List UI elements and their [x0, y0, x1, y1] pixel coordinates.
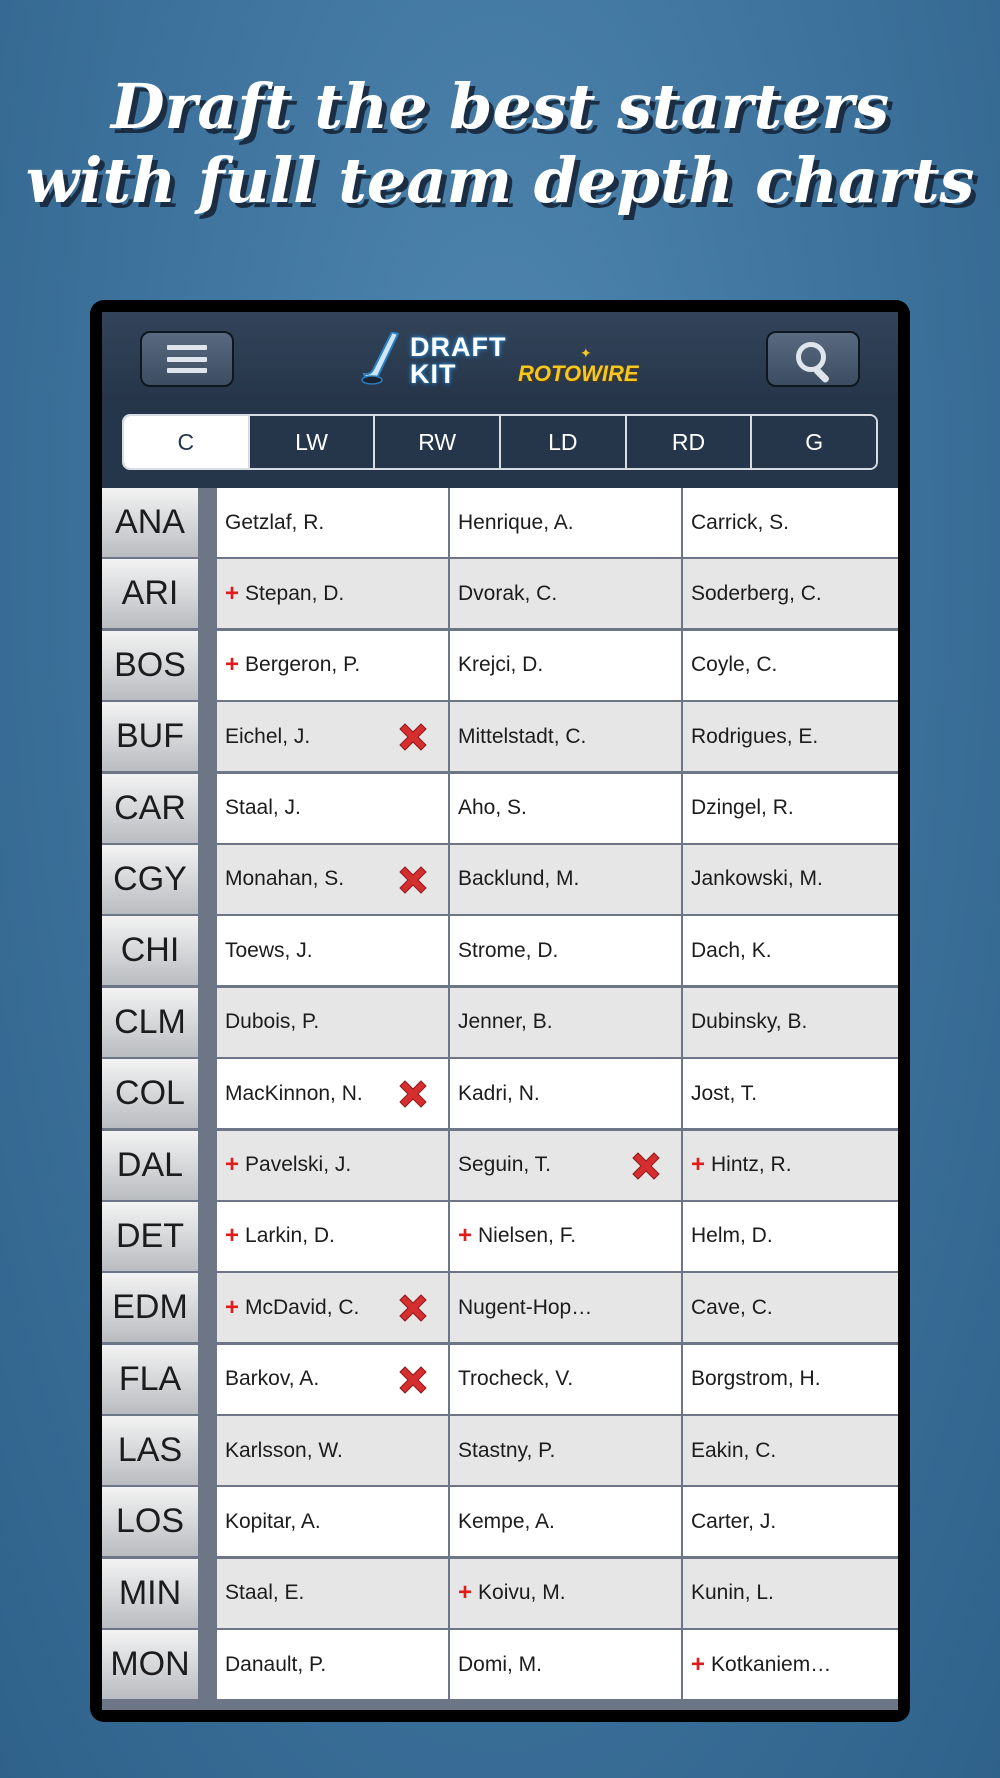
- player-cell[interactable]: [217, 1131, 448, 1200]
- team-abbreviation: ARI: [102, 559, 198, 628]
- player-cell[interactable]: [450, 774, 681, 843]
- player-name: Nielsen, F.: [478, 1224, 577, 1248]
- player-cell[interactable]: [217, 1487, 448, 1556]
- player-name: Larkin, D.: [245, 1224, 335, 1248]
- player-name: Borgstrom, H.: [691, 1367, 821, 1391]
- player-cell[interactable]: [217, 1630, 448, 1699]
- player-name: Kotkaniem…: [711, 1652, 832, 1676]
- player-name: Toews, J.: [225, 938, 313, 962]
- table-row[interactable]: [102, 1202, 898, 1273]
- player-name: Cave, C.: [691, 1295, 773, 1319]
- team-abbreviation: BOS: [102, 631, 198, 700]
- player-cell[interactable]: [683, 488, 898, 557]
- player-name: Helm, D.: [691, 1224, 773, 1248]
- player-cell[interactable]: [683, 1202, 898, 1271]
- player-cell[interactable]: [450, 1559, 681, 1628]
- team-abbreviation: CLM: [102, 988, 198, 1057]
- player-cell[interactable]: [683, 559, 898, 628]
- player-name: Strome, D.: [458, 938, 559, 962]
- player-name: Carrick, S.: [691, 510, 790, 534]
- table-row[interactable]: [102, 1059, 898, 1130]
- app-screen: [102, 312, 898, 1710]
- player-cell[interactable]: [217, 1345, 448, 1414]
- tablet-frame: [90, 300, 910, 1722]
- player-name: Coyle, C.: [691, 653, 778, 677]
- player-name: Jost, T.: [691, 1081, 758, 1105]
- player-cell[interactable]: [450, 988, 681, 1057]
- player-name: Getzlaf, R.: [225, 510, 325, 534]
- magnifier-icon: [793, 339, 833, 379]
- tab-rd[interactable]: RD: [625, 416, 751, 468]
- position-tab-bar: [102, 402, 898, 488]
- player-name: Aho, S.: [458, 796, 527, 820]
- player-cell[interactable]: [450, 559, 681, 628]
- player-name: Krejci, D.: [458, 653, 544, 677]
- player-cell[interactable]: [450, 1273, 681, 1342]
- player-name: Jenner, B.: [458, 1010, 553, 1034]
- red-x-icon[interactable]: [629, 1149, 663, 1183]
- player-name: Jankowski, M.: [691, 867, 823, 891]
- player-name: Hintz, R.: [711, 1153, 792, 1177]
- player-cell[interactable]: [683, 1630, 898, 1699]
- player-name: Dvorak, C.: [458, 581, 558, 605]
- tab-rw[interactable]: RW: [373, 416, 499, 468]
- player-name: Dzingel, R.: [691, 796, 794, 820]
- draft-kit-logo: [358, 328, 648, 390]
- player-cell[interactable]: [683, 631, 898, 700]
- player-name: Domi, M.: [458, 1652, 542, 1676]
- red-x-icon[interactable]: [396, 863, 430, 897]
- app-header: [102, 312, 898, 402]
- player-cell[interactable]: [683, 1487, 898, 1556]
- table-row[interactable]: [102, 631, 898, 702]
- red-plus-icon: +: [225, 1293, 240, 1321]
- team-abbreviation: LAS: [102, 1416, 198, 1485]
- player-name: Kadri, N.: [458, 1081, 540, 1105]
- player-cell[interactable]: [217, 1202, 448, 1271]
- table-row[interactable]: [102, 988, 898, 1059]
- player-name: Bergeron, P.: [245, 653, 361, 677]
- player-name: Rodrigues, E.: [691, 724, 819, 748]
- player-cell[interactable]: [217, 1416, 448, 1485]
- table-row[interactable]: [102, 845, 898, 916]
- player-cell[interactable]: [450, 488, 681, 557]
- team-abbreviation: FLA: [102, 1345, 198, 1414]
- player-cell[interactable]: [683, 1559, 898, 1628]
- player-cell[interactable]: [450, 1202, 681, 1271]
- player-cell[interactable]: [450, 702, 681, 771]
- table-row[interactable]: [102, 1630, 898, 1701]
- hockey-stick-icon: [358, 332, 406, 386]
- team-abbreviation: MIN: [102, 1559, 198, 1628]
- red-plus-icon: +: [225, 1151, 240, 1179]
- player-cell[interactable]: [683, 1273, 898, 1342]
- player-cell[interactable]: [217, 559, 448, 628]
- tab-lw[interactable]: LW: [248, 416, 374, 468]
- logo-draft-text: DRAFT: [410, 332, 507, 362]
- player-cell[interactable]: [683, 702, 898, 771]
- red-plus-icon: +: [225, 651, 240, 679]
- red-plus-icon: +: [458, 1222, 473, 1250]
- player-name: Danault, P.: [225, 1652, 327, 1676]
- table-row[interactable]: [102, 1416, 898, 1487]
- player-name: Karlsson, W.: [225, 1438, 343, 1462]
- player-name: Stepan, D.: [245, 581, 345, 605]
- player-name: MacKinnon, N.: [225, 1081, 363, 1105]
- red-plus-icon: +: [458, 1579, 473, 1607]
- player-cell[interactable]: [217, 488, 448, 557]
- rotowire-logo-text: ROTOWIRE: [518, 361, 639, 386]
- table-row[interactable]: [102, 1131, 898, 1202]
- table-row[interactable]: [102, 702, 898, 773]
- red-x-icon[interactable]: [396, 1077, 430, 1111]
- player-name: Pavelski, J.: [245, 1153, 352, 1177]
- player-name: Eichel, J.: [225, 724, 311, 748]
- player-name: Carter, J.: [691, 1509, 777, 1533]
- team-abbreviation: LOS: [102, 1487, 198, 1556]
- position-tabs: [122, 414, 878, 470]
- player-cell[interactable]: [217, 1273, 448, 1342]
- player-name: Seguin, T.: [458, 1153, 552, 1177]
- player-name: Staal, E.: [225, 1581, 305, 1605]
- depth-chart-table: [102, 488, 898, 1702]
- player-cell[interactable]: [683, 988, 898, 1057]
- player-name: Barkov, A.: [225, 1367, 320, 1391]
- table-row[interactable]: [102, 1487, 898, 1558]
- table-row[interactable]: [102, 1559, 898, 1630]
- player-name: Dach, K.: [691, 938, 772, 962]
- team-abbreviation: CGY: [102, 845, 198, 914]
- player-cell[interactable]: [217, 916, 448, 985]
- table-row[interactable]: [102, 916, 898, 987]
- player-cell[interactable]: [683, 845, 898, 914]
- team-abbreviation: DET: [102, 1202, 198, 1271]
- table-row[interactable]: [102, 488, 898, 559]
- player-cell[interactable]: [217, 988, 448, 1057]
- player-name: Soderberg, C.: [691, 581, 822, 605]
- player-name: Kunin, L.: [691, 1581, 774, 1605]
- player-cell[interactable]: [217, 1059, 448, 1128]
- red-x-icon[interactable]: [396, 1363, 430, 1397]
- player-name: Mittelstadt, C.: [458, 724, 587, 748]
- player-name: Henrique, A.: [458, 510, 574, 534]
- spark-icon: ✦: [580, 345, 592, 361]
- table-row[interactable]: [102, 774, 898, 845]
- logo-kit-text: KIT: [410, 359, 457, 389]
- hamburger-menu-icon: [167, 345, 207, 373]
- red-x-icon[interactable]: [396, 720, 430, 754]
- player-name: Backlund, M.: [458, 867, 580, 891]
- player-cell[interactable]: [683, 916, 898, 985]
- player-cell[interactable]: [450, 1487, 681, 1556]
- player-name: Dubois, P.: [225, 1010, 320, 1034]
- red-x-icon[interactable]: [396, 1291, 430, 1325]
- team-abbreviation: CHI: [102, 916, 198, 985]
- player-cell[interactable]: [217, 845, 448, 914]
- player-name: Trocheck, V.: [458, 1367, 574, 1391]
- player-name: Kopitar, A.: [225, 1509, 321, 1533]
- player-name: Koivu, M.: [478, 1581, 566, 1605]
- red-plus-icon: +: [225, 579, 240, 607]
- team-abbreviation: BUF: [102, 702, 198, 771]
- team-abbreviation: EDM: [102, 1273, 198, 1342]
- headline-line-1: Draft the best starters: [110, 70, 890, 143]
- player-name: Stastny, P.: [458, 1438, 556, 1462]
- table-row[interactable]: [102, 1345, 898, 1416]
- player-cell[interactable]: [450, 1345, 681, 1414]
- player-name: Nugent-Hop…: [458, 1295, 593, 1319]
- table-row[interactable]: [102, 559, 898, 630]
- player-cell[interactable]: [217, 702, 448, 771]
- tab-ld[interactable]: LD: [499, 416, 625, 468]
- player-cell[interactable]: [450, 1059, 681, 1128]
- player-cell[interactable]: [683, 1416, 898, 1485]
- player-name: Dubinsky, B.: [691, 1010, 808, 1034]
- menu-button[interactable]: [140, 331, 234, 387]
- red-plus-icon: +: [225, 1222, 240, 1250]
- player-cell[interactable]: [450, 845, 681, 914]
- player-name: Eakin, C.: [691, 1438, 777, 1462]
- player-cell[interactable]: [217, 774, 448, 843]
- player-name: Staal, J.: [225, 796, 301, 820]
- tab-c[interactable]: C: [124, 416, 248, 468]
- player-name: McDavid, C.: [245, 1295, 360, 1319]
- player-cell[interactable]: [217, 631, 448, 700]
- player-cell[interactable]: [217, 1559, 448, 1628]
- team-abbreviation: MON: [102, 1630, 198, 1699]
- player-cell[interactable]: [450, 916, 681, 985]
- headline-line-2: with full team depth charts: [25, 144, 975, 217]
- headline: [0, 70, 1000, 218]
- player-cell[interactable]: [683, 1345, 898, 1414]
- table-row[interactable]: [102, 1273, 898, 1344]
- tab-g[interactable]: G: [750, 416, 876, 468]
- player-name: Monahan, S.: [225, 867, 345, 891]
- team-abbreviation: CAR: [102, 774, 198, 843]
- player-cell[interactable]: [450, 1131, 681, 1200]
- team-abbreviation: COL: [102, 1059, 198, 1128]
- player-cell[interactable]: [450, 1416, 681, 1485]
- player-cell[interactable]: [683, 774, 898, 843]
- red-plus-icon: +: [691, 1650, 706, 1678]
- team-abbreviation: DAL: [102, 1131, 198, 1200]
- red-plus-icon: +: [691, 1151, 706, 1179]
- player-cell[interactable]: [683, 1059, 898, 1128]
- search-button[interactable]: [766, 331, 860, 387]
- player-cell[interactable]: [683, 1131, 898, 1200]
- player-name: Kempe, A.: [458, 1509, 555, 1533]
- team-abbreviation: ANA: [102, 488, 198, 557]
- player-cell[interactable]: [450, 1630, 681, 1699]
- player-cell[interactable]: [450, 631, 681, 700]
